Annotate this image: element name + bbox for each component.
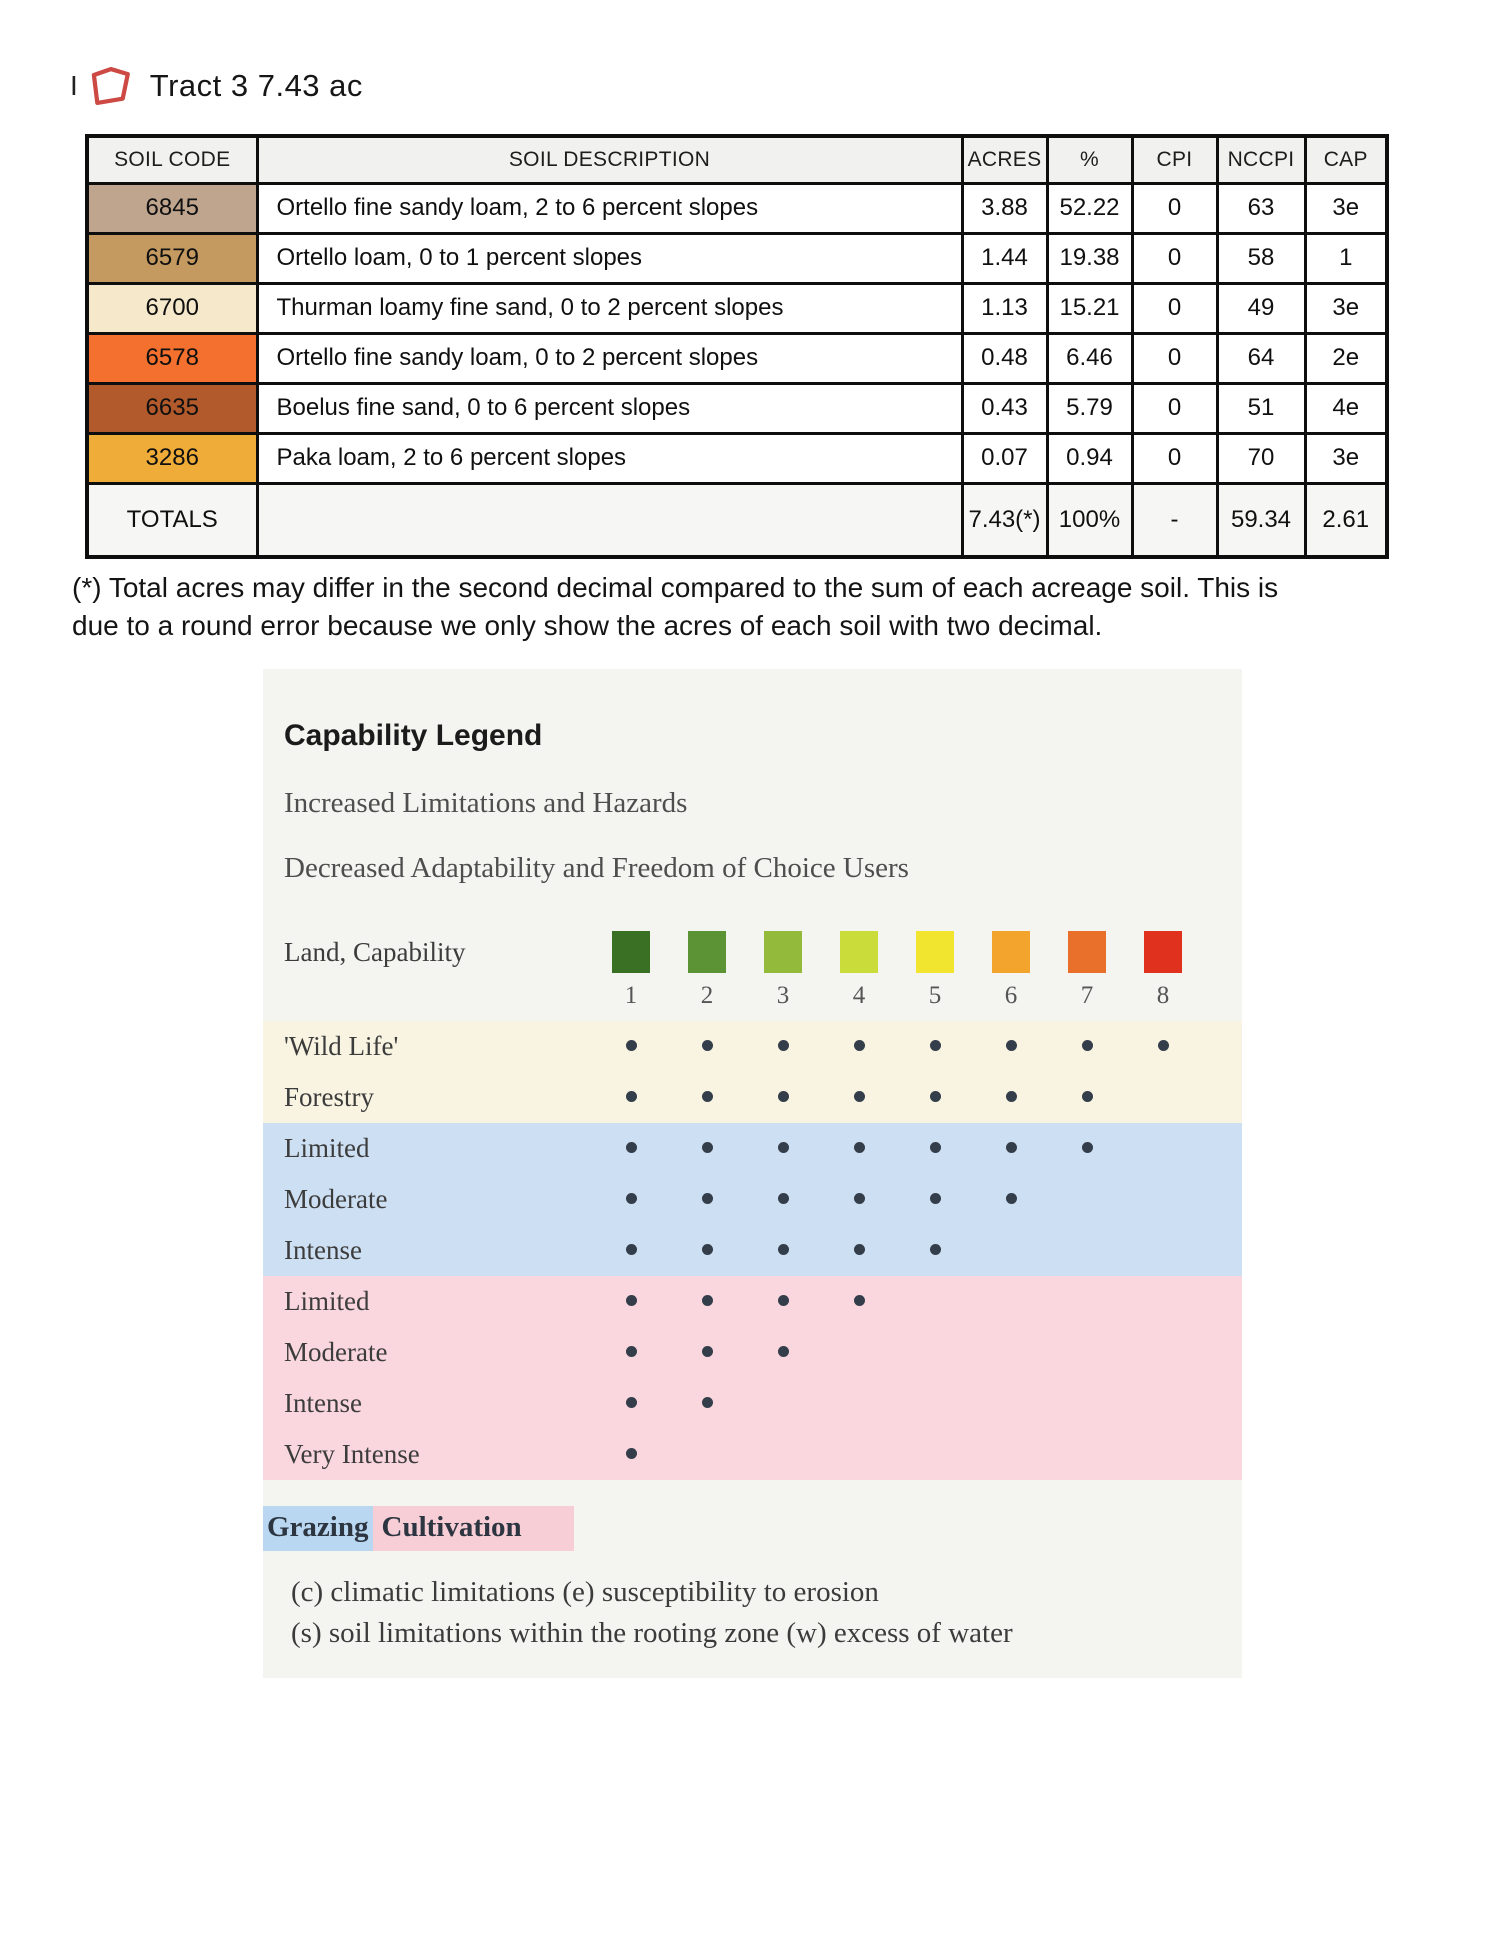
capability-dot-cell xyxy=(745,1089,821,1107)
capability-row-very-intense xyxy=(263,1429,1242,1480)
capability-row-grazing-intense xyxy=(263,1225,1242,1276)
capability-dot xyxy=(1006,1193,1017,1204)
soil-description-cell: Boelus fine sand, 0 to 6 percent slopes xyxy=(257,383,962,433)
cultivation-key: Cultivation xyxy=(373,1506,574,1551)
capability-dot xyxy=(1006,1142,1017,1153)
cpi-cell: 0 xyxy=(1132,333,1217,383)
capability-class-8-swatch xyxy=(1144,931,1182,973)
capability-row-cultivation-intense xyxy=(263,1378,1242,1429)
capability-class-swatch-cell xyxy=(897,931,973,973)
capability-row-cultivation-moderate xyxy=(263,1327,1242,1378)
cap-cell: 3e xyxy=(1305,283,1387,333)
capability-dot xyxy=(1082,1091,1093,1102)
capability-class-5-swatch xyxy=(916,931,954,973)
capability-dot-cell xyxy=(745,1293,821,1311)
land-capability-scale xyxy=(263,929,1242,975)
capability-class-3-swatch xyxy=(764,931,802,973)
legend-title: Capability Legend xyxy=(284,719,543,752)
capability-dot xyxy=(1158,1040,1169,1051)
acres-cell: 3.88 xyxy=(962,183,1047,233)
soil-table-header-row xyxy=(87,136,1387,183)
capability-dot-cell xyxy=(593,1242,669,1260)
cap-cell: 4e xyxy=(1305,383,1387,433)
table-row xyxy=(87,333,1387,383)
totals-acres-cell xyxy=(962,483,1047,557)
capability-class-2-swatch xyxy=(688,931,726,973)
capability-dot-cell xyxy=(821,1242,897,1260)
cpi-cell: 0 xyxy=(1132,283,1217,333)
column-header-soil-description: SOIL DESCRIPTION xyxy=(257,136,962,183)
legend-footnote-soil-water: (s) soil limitations within the rooting zone (w) excess of water xyxy=(291,1617,1013,1649)
capability-dot xyxy=(1006,1091,1017,1102)
acres-cell: 0.43 xyxy=(962,383,1047,433)
cap-cell: 3e xyxy=(1305,183,1387,233)
capability-dot xyxy=(702,1397,713,1408)
soil-code-cell: 6578 xyxy=(87,333,257,383)
totals-cpi-cell: - xyxy=(1132,483,1217,557)
capability-dot xyxy=(626,1397,637,1408)
capability-dot-cell xyxy=(593,1395,669,1413)
table-row xyxy=(87,283,1387,333)
capability-class-swatch-cell xyxy=(745,931,821,973)
capability-dot xyxy=(778,1295,789,1306)
capability-row-cultivation-limited xyxy=(263,1276,1242,1327)
capability-dot-cell xyxy=(1049,1140,1125,1158)
soil-description-cell: Ortello fine sandy loam, 2 to 6 percent slopes xyxy=(257,183,962,233)
tract-title: Tract 3 7.43 ac xyxy=(149,68,363,103)
nccpi-cell: 64 xyxy=(1217,333,1305,383)
rounding-footnote-line-2: due to a round error because we only show the acres of each soil with two decimal. xyxy=(72,610,1103,641)
capability-dot-cell xyxy=(1125,1038,1201,1056)
capability-dot xyxy=(778,1193,789,1204)
capability-class-number: 7 xyxy=(1080,982,1094,1009)
capability-dot xyxy=(626,1346,637,1357)
acres-cell: 1.13 xyxy=(962,283,1047,333)
capability-dot-cell xyxy=(669,1242,745,1260)
capability-dot xyxy=(930,1244,941,1255)
capability-dot xyxy=(778,1091,789,1102)
soil-code-cell: 6579 xyxy=(87,233,257,283)
capability-dot xyxy=(854,1142,865,1153)
capability-dot-cell xyxy=(593,1344,669,1362)
tract-header xyxy=(70,64,1500,108)
soil-code-cell: 6845 xyxy=(87,183,257,233)
rounding-footnote xyxy=(72,569,1402,645)
soil-table xyxy=(85,134,1389,559)
acres-cell: 0.07 xyxy=(962,433,1047,483)
table-row xyxy=(87,233,1387,283)
capability-row-grazing-moderate xyxy=(263,1174,1242,1225)
totals-description-cell xyxy=(257,483,962,557)
column-header-cap: CAP xyxy=(1305,136,1387,183)
capability-dot-cell xyxy=(897,1140,973,1158)
capability-dot xyxy=(778,1244,789,1255)
capability-dot-cell xyxy=(821,1089,897,1107)
capability-dot-cell xyxy=(821,1140,897,1158)
capability-rows xyxy=(263,1021,1242,1480)
capability-dot xyxy=(854,1040,865,1051)
capability-row-label: Very Intense xyxy=(284,1439,420,1469)
percent-cell: 0.94 xyxy=(1047,433,1132,483)
capability-dot xyxy=(1082,1142,1093,1153)
capability-dot xyxy=(702,1346,713,1357)
nccpi-cell: 51 xyxy=(1217,383,1305,433)
nccpi-cell: 63 xyxy=(1217,183,1305,233)
capability-dot-cell xyxy=(745,1344,821,1362)
capability-dot-cell xyxy=(593,1038,669,1056)
acres-cell: 0.48 xyxy=(962,333,1047,383)
capability-dot-cell xyxy=(1049,1089,1125,1107)
cap-cell: 1 xyxy=(1305,233,1387,283)
percent-cell: 6.46 xyxy=(1047,333,1132,383)
capability-dot xyxy=(854,1193,865,1204)
capability-dot-cell xyxy=(821,1191,897,1209)
capability-row-label: 'Wild Life' xyxy=(284,1031,399,1061)
capability-class-number: 4 xyxy=(852,982,866,1009)
capability-dot-cell xyxy=(669,1038,745,1056)
capability-dot-cell xyxy=(745,1140,821,1158)
cpi-cell: 0 xyxy=(1132,183,1217,233)
capability-class-6-swatch xyxy=(992,931,1030,973)
capability-row-forestry xyxy=(263,1072,1242,1123)
legend-subtitle-increased: Increased Limitations and Hazards xyxy=(284,787,688,819)
cap-cell: 3e xyxy=(1305,433,1387,483)
capability-class-number: 8 xyxy=(1156,982,1170,1009)
capability-dot xyxy=(626,1193,637,1204)
capability-class-1-swatch xyxy=(612,931,650,973)
totals-nccpi-cell: 59.34 xyxy=(1217,483,1305,557)
tract-marker-prefix: I xyxy=(70,70,78,101)
totals-acres-value: 7.43(*) xyxy=(968,505,1041,533)
soil-description-cell: Paka loam, 2 to 6 percent slopes xyxy=(257,433,962,483)
legend-footnote-climatic-erosion: (c) climatic limitations (e) susceptibility to erosion xyxy=(291,1576,879,1608)
column-header-percent: % xyxy=(1047,136,1132,183)
soil-code-cell: 6635 xyxy=(87,383,257,433)
table-row xyxy=(87,383,1387,433)
capability-dot xyxy=(626,1091,637,1102)
nccpi-cell: 58 xyxy=(1217,233,1305,283)
column-header-nccpi: NCCPI xyxy=(1217,136,1305,183)
capability-dot xyxy=(778,1040,789,1051)
capability-dot xyxy=(626,1448,637,1459)
capability-dot xyxy=(702,1142,713,1153)
group-key-line xyxy=(263,1506,1242,1550)
capability-dot-cell xyxy=(897,1089,973,1107)
capability-class-swatch-cell xyxy=(593,931,669,973)
capability-dot-cell xyxy=(745,1191,821,1209)
capability-dot-cell xyxy=(745,1242,821,1260)
column-header-acres: ACRES xyxy=(962,136,1047,183)
capability-dot-cell xyxy=(669,1191,745,1209)
capability-dot xyxy=(702,1091,713,1102)
table-row xyxy=(87,433,1387,483)
capability-dot-cell xyxy=(1049,1038,1125,1056)
capability-row-wild-life xyxy=(263,1021,1242,1072)
capability-dot-cell xyxy=(973,1140,1049,1158)
soil-description-cell: Ortello fine sandy loam, 0 to 2 percent slopes xyxy=(257,333,962,383)
capability-class-swatch-cell xyxy=(1125,931,1201,973)
column-header-cpi: CPI xyxy=(1132,136,1217,183)
percent-cell: 15.21 xyxy=(1047,283,1132,333)
legend-subtitle-decreased: Decreased Adaptability and Freedom of Choice Users xyxy=(284,852,909,884)
capability-class-number: 1 xyxy=(624,982,638,1009)
cpi-cell: 0 xyxy=(1132,433,1217,483)
capability-class-7-swatch xyxy=(1068,931,1106,973)
soil-code-cell: 6700 xyxy=(87,283,257,333)
acres-cell: 1.44 xyxy=(962,233,1047,283)
totals-row xyxy=(87,483,1387,557)
capability-dot xyxy=(702,1295,713,1306)
capability-class-numbers xyxy=(263,981,1242,1011)
capability-class-4-swatch xyxy=(840,931,878,973)
capability-dot xyxy=(854,1244,865,1255)
table-row xyxy=(87,183,1387,233)
capability-dot xyxy=(702,1040,713,1051)
capability-dot-cell xyxy=(897,1242,973,1260)
capability-class-swatch-cell xyxy=(973,931,1049,973)
capability-dot xyxy=(930,1091,941,1102)
capability-class-number: 5 xyxy=(928,982,942,1009)
soil-description-cell: Thurman loamy fine sand, 0 to 2 percent slopes xyxy=(257,283,962,333)
capability-dot-cell xyxy=(669,1293,745,1311)
land-capability-label: Land, Capability xyxy=(284,936,466,967)
cap-cell: 2e xyxy=(1305,333,1387,383)
capability-dot xyxy=(854,1091,865,1102)
capability-dot-cell xyxy=(593,1140,669,1158)
capability-dot-cell xyxy=(669,1395,745,1413)
capability-dot-cell xyxy=(973,1089,1049,1107)
capability-dot xyxy=(930,1142,941,1153)
nccpi-cell: 70 xyxy=(1217,433,1305,483)
capability-row-label: Limited xyxy=(284,1133,370,1163)
capability-class-swatch-cell xyxy=(669,931,745,973)
capability-row-grazing-limited xyxy=(263,1123,1242,1174)
capability-dot-cell xyxy=(669,1089,745,1107)
capability-dot xyxy=(854,1295,865,1306)
totals-cap-cell: 2.61 xyxy=(1305,483,1387,557)
capability-dot-cell xyxy=(593,1293,669,1311)
percent-cell: 19.38 xyxy=(1047,233,1132,283)
rounding-footnote-line-1: (*) Total acres may differ in the second decimal compared to the sum of each acreage soil. This is xyxy=(72,572,1279,603)
percent-cell: 5.79 xyxy=(1047,383,1132,433)
percent-cell: 52.22 xyxy=(1047,183,1132,233)
capability-row-label: Moderate xyxy=(284,1337,388,1367)
capability-dot-cell xyxy=(669,1344,745,1362)
column-header-soil-code: SOIL CODE xyxy=(87,136,257,183)
capability-dot-cell xyxy=(821,1038,897,1056)
capability-class-number: 6 xyxy=(1004,982,1018,1009)
capability-class-swatch-cell xyxy=(821,931,897,973)
capability-class-number: 2 xyxy=(700,982,714,1009)
capability-dot xyxy=(702,1244,713,1255)
capability-dot xyxy=(626,1040,637,1051)
capability-dot-cell xyxy=(897,1191,973,1209)
totals-percent-cell: 100% xyxy=(1047,483,1132,557)
capability-class-number: 3 xyxy=(776,982,790,1009)
cpi-cell: 0 xyxy=(1132,383,1217,433)
capability-dot-cell xyxy=(897,1038,973,1056)
capability-dot-cell xyxy=(821,1293,897,1311)
capability-dot xyxy=(626,1295,637,1306)
capability-dot xyxy=(626,1244,637,1255)
totals-label-cell: TOTALS xyxy=(87,483,257,557)
capability-legend xyxy=(263,669,1242,1678)
capability-dot xyxy=(626,1142,637,1153)
capability-dot-cell xyxy=(745,1038,821,1056)
soil-code-cell: 3286 xyxy=(87,433,257,483)
capability-class-swatch-cell xyxy=(1049,931,1125,973)
capability-row-label: Intense xyxy=(284,1388,362,1418)
capability-dot-cell xyxy=(669,1140,745,1158)
capability-row-label: Intense xyxy=(284,1235,362,1265)
capability-dot xyxy=(930,1193,941,1204)
capability-dot xyxy=(778,1346,789,1357)
capability-dot-cell xyxy=(593,1191,669,1209)
nccpi-cell: 49 xyxy=(1217,283,1305,333)
capability-row-label: Forestry xyxy=(284,1082,374,1112)
tract-polygon-icon xyxy=(84,64,136,108)
capability-dot-cell xyxy=(973,1191,1049,1209)
capability-dot-cell xyxy=(593,1089,669,1107)
capability-row-label: Limited xyxy=(284,1286,370,1316)
capability-dot xyxy=(702,1193,713,1204)
soil-description-cell: Ortello loam, 0 to 1 percent slopes xyxy=(257,233,962,283)
capability-row-label: Moderate xyxy=(284,1184,388,1214)
cpi-cell: 0 xyxy=(1132,233,1217,283)
capability-dot xyxy=(930,1040,941,1051)
capability-dot xyxy=(1006,1040,1017,1051)
grazing-key: Grazing xyxy=(263,1506,373,1551)
capability-dot-cell xyxy=(593,1446,669,1464)
capability-dot-cell xyxy=(973,1038,1049,1056)
capability-dot xyxy=(778,1142,789,1153)
capability-dot xyxy=(1082,1040,1093,1051)
